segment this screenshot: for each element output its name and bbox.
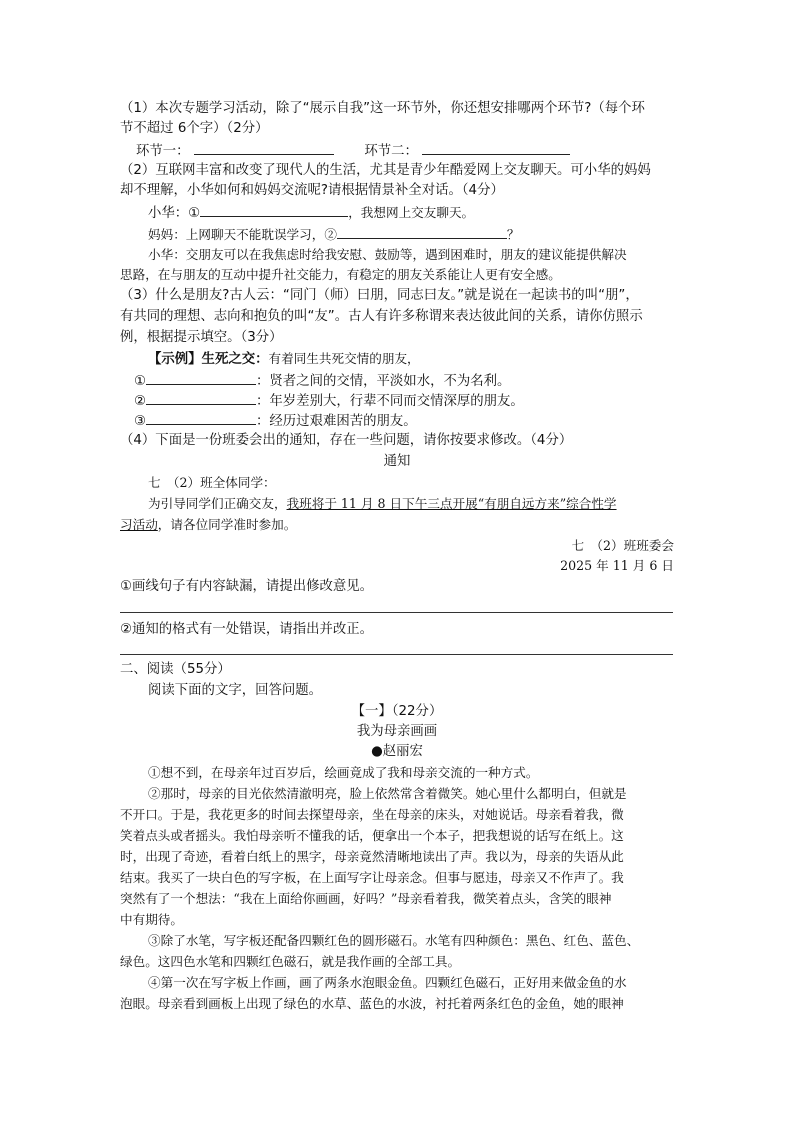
q2-line1: （2）互联网丰富和改变了现代人的生活，尤其是青少年酷爱网上交友聊天。可小华的妈妈: [120, 163, 651, 178]
q3-item-2-num: ②: [134, 394, 147, 409]
para-2-line3: 笑着点头或者摇头。我怕母亲听不懂我的话，便拿出一个本子，把我想说的话写在纸上。这: [120, 828, 624, 843]
q2-xiaohua-1: [148, 202, 474, 224]
q1-answer-row: [136, 140, 570, 162]
para-2-line7: 中有期待。: [120, 912, 183, 927]
q2-mama-prefix: 妈妈：上网聊天不能耽误学习，②: [148, 227, 337, 242]
q1-blank-1[interactable]: [194, 140, 334, 155]
q1-blank-2[interactable]: [422, 140, 570, 155]
q4-line1: （4）下面是一份班委会出的通知，存在一些问题，请你按要求修改。（4分）: [120, 433, 573, 448]
article-title: 我为母亲画画: [356, 724, 438, 739]
q1-label-2: 环节二：: [364, 144, 418, 159]
q3-item-1-text: ：贤者之间的交情，平淡如水，不为名利。: [256, 374, 511, 389]
q3-item-2: [134, 390, 524, 412]
q1-label-1: 环节一：: [136, 144, 190, 159]
article-author: ●赵丽宏: [371, 744, 423, 759]
q3-example-label: 【示例】生死之交：: [148, 352, 269, 367]
q3-item-1-num: ①: [134, 374, 147, 389]
para-2-line1: ②那时，母亲的目光依然清澈明亮，脸上依然常含着微笑。她心里什么都明白，但就是: [148, 786, 627, 801]
notice-underlined-2: 习活动: [120, 517, 158, 532]
q2-xiaohua-2-line1: 小华：交朋友可以在我焦虑时给我安慰、鼓励等，遇到困难时，朋友的建议能提供解决: [148, 247, 627, 262]
notice-salutation: 七 （2）班全体同学：: [148, 475, 276, 490]
q4-sub1: ①画线句子有内容缺漏，请提出修改意见。: [120, 579, 374, 594]
q1-line1: （1）本次专题学习活动，除了“展示自我”这一环节外，你还想安排哪两个环节?（每个环: [120, 101, 645, 116]
para-2-line6: 突然有了一个想法：“我在上面给你画画，好吗？”母亲看着我，微笑着点头，含笑的眼神: [120, 891, 612, 906]
q2-mama-suffix: ？: [506, 227, 520, 242]
notice-body-line1: [148, 494, 617, 514]
para-3-line1: ③除了水笔，写字板还配备四颗红色的圆形磁石。水笔有四种颜色：黑色、红色、蓝色、: [148, 933, 640, 948]
notice-body-end: ，请各位同学准时参加。: [157, 517, 297, 532]
q4-sub2: ②通知的格式有一处错误，请指出并改正。: [120, 622, 374, 637]
q4-answer-line-2[interactable]: [120, 654, 673, 655]
q3-item-3-num: ③: [134, 414, 147, 429]
para-2-line5: 结束。我买了一块白色的写字板，在上面写字让母亲念。但事与愿违，母亲又不作声了。我: [120, 870, 624, 885]
q2-xiaohua-1-prefix: 小华：①: [148, 206, 201, 221]
q2-xiaohua-1-suffix: ，我想网上交友聊天。: [348, 205, 475, 220]
para-4-line1: ④第一次在写字板上作画，画了两条水泡眼金鱼。四颗红色磁石，正好用来做金鱼的水: [148, 975, 627, 990]
q1-line2: 节不超过 6个字）（2分）: [120, 121, 269, 136]
para-2-line2: 不开口。于是，我花更多的时间去探望母亲，坐在母亲的床头，对她说话。母亲看着我，微: [120, 807, 624, 822]
q3-line1: （3）什么是朋友?古人云：“同门（师）曰朋，同志曰友。”就是说在一起读书的叫“朋”，: [120, 288, 639, 303]
para-1: ①想不到，在母亲年过百岁后，绘画竟成了我和母亲交流的一种方式。: [148, 765, 539, 780]
reading-part-label: 【一】（22分）: [351, 704, 443, 719]
q2-line2: 却不理解，小华如何和妈妈交流呢?请根据情景补全对话。（4分）: [120, 183, 504, 198]
q2-xiaohua-2-line2: 思路，在与朋友的互动中提升社交能力，有稳定的朋友关系能让人更有安全感。: [120, 267, 561, 282]
q3-blank-3[interactable]: [146, 410, 256, 425]
q3-example: [148, 349, 420, 370]
q3-line2: 有共同的理想、志向和抱负的叫“友”。古人有许多称谓来表达彼此间的关系，请你仿照示: [120, 309, 643, 324]
q3-example-text: 有着同生共死交情的朋友，: [268, 351, 420, 366]
para-4-line2: 泡眼。母亲看到画板上出现了绿色的水草、蓝色的水波，衬托着两条红色的金鱼，她的眼神: [120, 996, 624, 1011]
notice-underlined-1: 我班将于 11 月 8 日下午三点开展“有朋自远方来”综合性学: [286, 496, 617, 511]
notice-date: 2025 年 11 月 6 日: [560, 558, 674, 573]
reading-instruction: 阅读下面的文字，回答问题。: [148, 683, 323, 698]
notice-title: 通知: [383, 454, 411, 469]
notice-body-line2: [120, 515, 296, 535]
q3-item-1: [134, 370, 510, 392]
q2-blank-1[interactable]: [200, 202, 348, 217]
q3-blank-2[interactable]: [146, 390, 256, 405]
q3-blank-1[interactable]: [146, 370, 256, 385]
notice-body-start: 为引导同学们正确交友，: [148, 496, 287, 511]
q3-item-3: [134, 410, 417, 432]
q3-line3: 例，根据提示填空。（3分）: [120, 330, 283, 345]
para-3-line2: 绿色。这四色水笔和四颗红色磁石，就是我作画的全部工具。: [120, 954, 461, 969]
para-2-line4: 时，出现了奇迹，看着白纸上的黑字，母亲竟然清晰地读出了声。我以为，母亲的失语从此: [120, 849, 624, 864]
notice-signer: 七 （2）班班委会: [571, 538, 674, 553]
q3-item-3-text: ：经历过艰难困苦的朋友。: [256, 414, 417, 429]
q2-blank-2[interactable]: [337, 224, 507, 239]
q3-item-2-text: ：年岁差别大，行辈不同而交情深厚的朋友。: [256, 394, 524, 409]
reading-section-title: 二、阅读（55分）: [120, 662, 231, 677]
q2-mama: [148, 224, 520, 245]
q4-answer-line-1[interactable]: [120, 612, 673, 613]
